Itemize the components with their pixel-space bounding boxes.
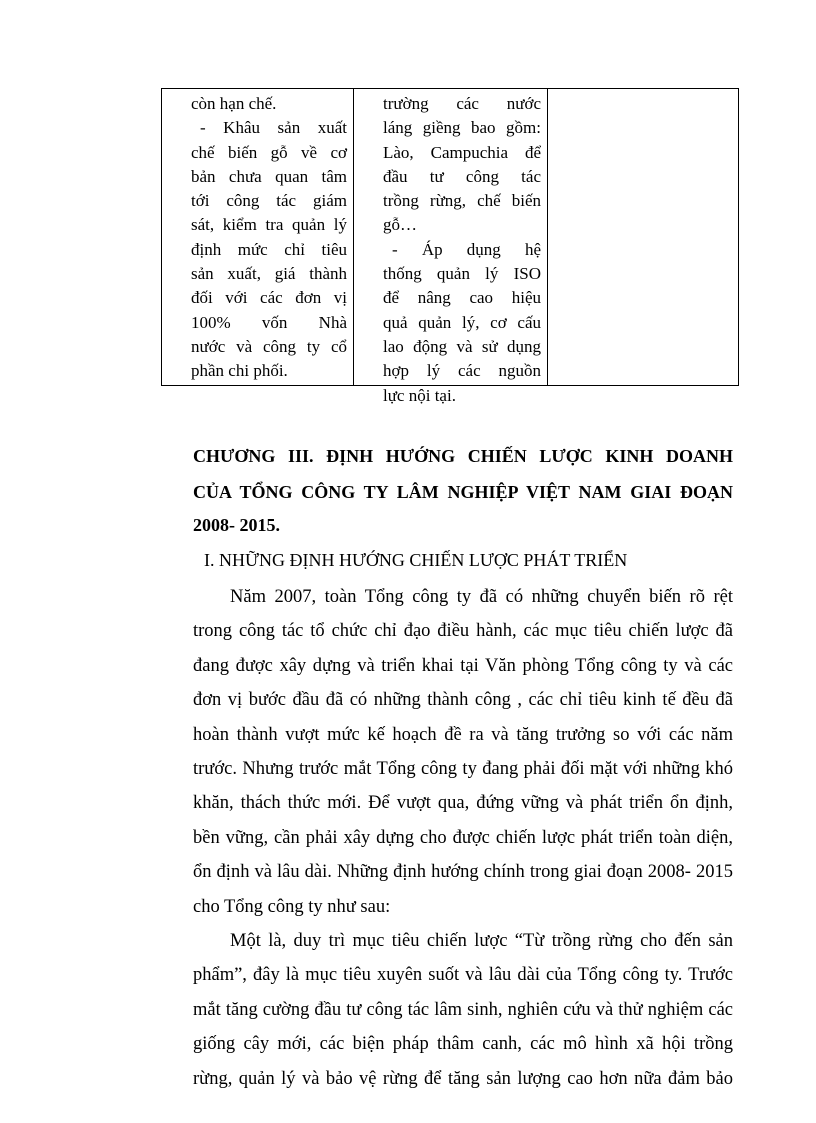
table-cell-line: còn hạn chế.	[191, 94, 277, 113]
paragraph-line: bền vững, cần phải xây dựng cho được chiến lược phát triển toàn diện,	[193, 827, 733, 848]
paragraph-line: phẩm”, đây là mục tiêu xuyên suốt và lâu dài của Tổng công ty. Trước	[193, 965, 733, 986]
paragraph	[193, 580, 733, 924]
table-column-weaknesses	[162, 89, 354, 385]
table-cell-line: 100% vốn Nhà	[191, 312, 347, 332]
table-cell-line: đối với các đơn vị	[191, 288, 347, 308]
table-cell-line: sản xuất, giá thành	[191, 264, 347, 284]
table-cell-line: thống quản lý ISO	[383, 264, 541, 284]
paragraph-line: Một là, duy trì mục tiêu chiến lược “Từ trồng rừng cho đến sản	[230, 931, 733, 951]
chapter-heading-line: CỦA TỔNG CÔNG TY LÂM NGHIỆP VIỆT NAM GIAI ĐOẠN	[193, 482, 733, 502]
chapter-heading-line: 2008- 2015.	[193, 515, 280, 535]
table-cell-line: Lào, Campuchia để	[383, 142, 541, 162]
paragraph-line: trước. Nhưng trước mắt Tổng công ty đang phải đối mặt với những khó	[193, 758, 733, 779]
section-title: I. NHỮNG ĐỊNH HƯỚNG CHIẾN LƯỢC PHÁT TRIỂN	[204, 550, 628, 570]
table-cell-line: đầu tư công tác	[383, 166, 541, 186]
table-cell-line: hợp lý các nguồn	[383, 361, 541, 381]
table-cell-line: lực nội tại.	[383, 385, 456, 405]
table-cell-line: tới công tác giám	[191, 191, 347, 211]
table-cell-line: bản chưa quan tâm	[191, 166, 347, 186]
table-cell-line: gỗ…	[383, 215, 417, 235]
paragraph-line: rừng, quản lý và bảo vệ rừng để tăng sản lượng cao hơn nữa đảm bảo	[193, 1068, 733, 1089]
paragraph	[193, 924, 733, 1096]
table-cell-line: lao động và sử dụng	[383, 336, 541, 356]
paragraph-line: cho Tổng công ty như sau:	[193, 896, 391, 917]
chapter-heading-line: CHƯƠNG III. ĐỊNH HƯỚNG CHIẾN LƯỢC KINH DOANH	[193, 446, 733, 466]
paragraph-line: Năm 2007, toàn Tổng công ty đã có những chuyển biến rõ rệt	[230, 587, 733, 607]
paragraph-line: hoàn thành vượt mức kế hoạch đề ra và tăng trưởng so với các năm	[193, 724, 733, 745]
table-cell-line: chế biến gỗ về cơ	[191, 142, 347, 162]
paragraph-line: khăn, thách thức mới. Để vượt qua, đứng vững và phát triển ổn định,	[193, 793, 733, 814]
paragraph-line: mắt tăng cường đầu tư công tác lâm sinh, nghiên cứu và thử nghiệm các	[193, 999, 733, 1020]
paragraph-line: trong công tác tổ chức chỉ đạo điều hành, các mục tiêu chiến lược đã	[193, 621, 733, 642]
table-cell-line: láng giềng bao gồm:	[383, 118, 541, 138]
table-cell-line: trường các nước	[383, 94, 541, 113]
table-cell-line: quả quản lý, cơ cấu	[383, 312, 541, 332]
strategy-table	[161, 88, 739, 405]
table-cell-line: - Khâu sản xuất	[200, 118, 347, 138]
table-cell-line: - Áp dụng hệ	[392, 239, 541, 259]
table-cell-line: sát, kiểm tra quản lý	[191, 215, 347, 235]
table-column-solutions	[354, 89, 548, 405]
table-column-empty	[548, 89, 738, 385]
table-cell-line: để nâng cao hiệu	[383, 288, 541, 308]
paragraph-line: giống cây mới, các biện pháp thâm canh, các mô hình xã hội trồng	[193, 1034, 733, 1055]
paragraph-line: ổn định và lâu dài. Những định hướng chính trong giai đoạn 2008- 2015	[193, 862, 733, 883]
table-cell-line: trồng rừng, chế biến	[383, 191, 541, 211]
paragraph-line: đang được xây dựng và triển khai tại Văn phòng Tổng công ty và các	[193, 655, 733, 676]
table-cell-line: định mức chỉ tiêu	[191, 239, 347, 259]
table-cell-line: nước và công ty cổ	[191, 336, 347, 356]
paragraph-line: đơn vị bước đầu đã có những thành công , các chỉ tiêu kinh tế đều đã	[193, 690, 733, 711]
table-cell-line: phần chi phối.	[191, 361, 288, 381]
